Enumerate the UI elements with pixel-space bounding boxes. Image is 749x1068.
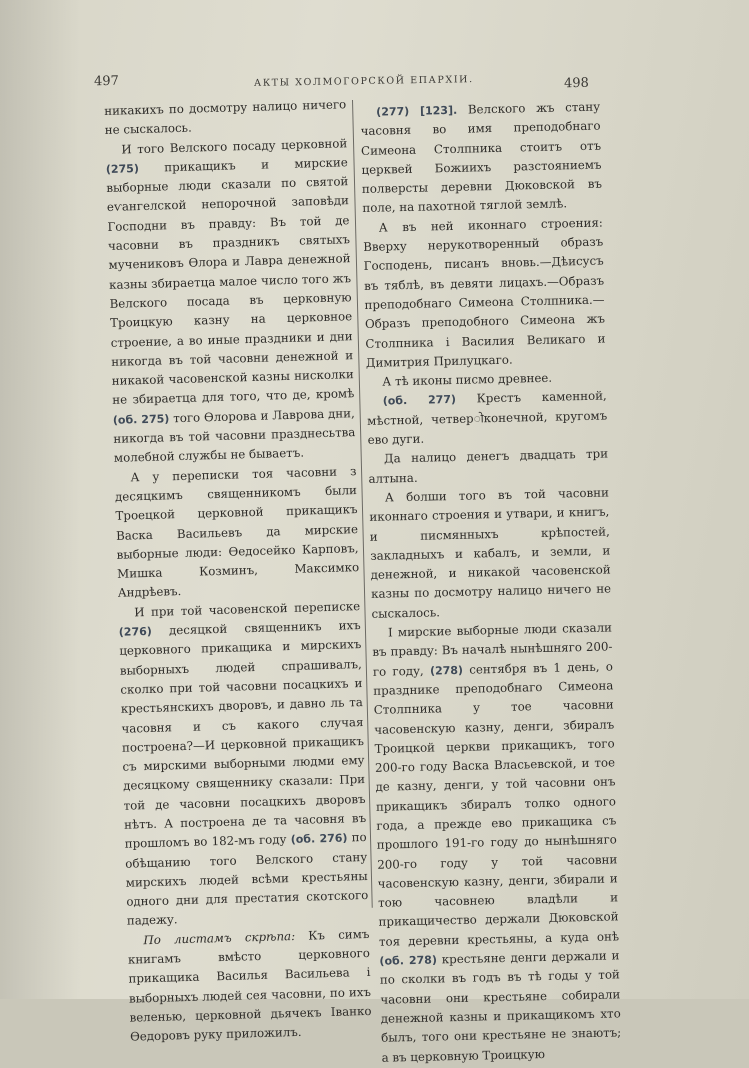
folio-marker: (278) [429,663,464,678]
folio-marker: (об. 278) [379,953,438,968]
right-page-number: 498 [563,75,589,92]
paragraph: А болши того въ той часовни иконнаго строения и утвари, и книгъ, и писмянныхъ крѣпостей, закладныхъ и кабалъ, и земли, и денежной, и никакой часовенской казны по досмотру налицо ничего не сыскалось. [369,485,612,621]
left-page-number: 497 [93,73,119,90]
running-title: АКТЫ ХОЛМОГОРСКОЙ ЕПАРХІИ. [253,74,474,89]
paragraph: І мирские выборные люди сказали въ правду: Въ началѣ нынѣшняго 200-го году, (278) сентября въ 1 день, о празднике преподобнаго Симеона Столпника у тое часовни часовенскую казну, денги, збиралъ Троицкой церкви прикащикъ, того 200-го году Васка Власьевской, и тое де казну, денги, у той часовни онъ прикащикъ збиралъ толко одного года, а прежде ево прикащика съ прошлого 191-го году до нынѣшняго 200-го году у той часовни часовенскую казну, денги, збирали и тою часовнею владѣли и прикащичество держали Дюковской тоя деревни крестьяны, а куда онѣ (об. 278) крестьяне денги держали и по сколки въ годъ въ тѣ годы у той часовни они крестьяне собирали денежной казны и прикащикомъ хто былъ, того они крестьяне не знаютъ; а въ церковную Троицкую [372,620,622,1065]
paragraph: И того Велского посаду церковной (275) прикащикъ и мирские выборные люди сказали по святой еѵангелской непорочной заповѣди Господни въ правду: Въ той де часовни въ праздникъ святыхъ мучениковъ Ѳлора и Лавра денежной казны збираетца малое число того жъ Велского посада въ церковную Троицкую казну на церковное строение, а во иные праздники и дни никогда въ той часовни денежной и никакой часовенской казны нисколки не збираетца для того, что де, кромѣ (об. 275) того Ѳлорова и Лаврова дни, никогда въ той часовни празднесьтва молебной службы не бываетъ. [105,135,356,466]
right-column [360,98,622,1068]
paragraph: А тѣ иконы писмо древнее. [382,370,553,389]
page-shadow [0,0,80,999]
page-header [86,70,606,94]
paragraph: А въ ней иконнаго строения: Вверху нерукотворенный образъ Господень, писанъ вновь.—Дѣисусъ въ тяблѣ, въ девяти лицахъ.—Образъ преподобнаго Симеона Столпника.—Образъ преподобного Симеона жъ Столпника і Василия Великаго и Димитрия Прилуцкаго. [363,215,606,370]
folio-marker: (об. 275) [112,412,170,427]
folio-marker: (277) [123]. [376,103,458,119]
folio-marker: (275) [105,161,140,176]
paragraph: (об. 277) Крестъ каменной, мѣстной, четверोконечной, кругомъ ево дуги. [367,388,608,447]
paragraph: По листамъ скрѣпа: Къ симъ книгамъ вмѣсто церковного прикащика Василья Васильева і выборныхъ людей сея часовни, по ихъ веленью, церковной дьячекъ Іванко Ѳедоровъ руку приложилъ. [127,926,372,1044]
paragraph: А у переписки тоя часовни з десяцкимъ священникомъ были Троецкой церковной прикащикъ Васка Васильевъ да мирские выборные люди: Ѳедосейко Карповъ, Мишка Козминъ, Максимко Андрѣевъ. [114,463,360,601]
paragraph: Да налицо денегъ двадцать три алтына. [368,446,609,486]
folio-marker: (об. 276) [290,831,348,847]
folio-marker: (об. 277) [382,393,457,409]
left-column [104,95,372,1047]
paragraph: И при той часовенской переписке (276) десяцкой священникъ ихъ церковного прикащика и мирскихъ выборныхъ людей спрашивалъ, сколко при той часовни посацкихъ и крестьянскихъ дворовъ, и давно ль та часовня и съ какого случая построена?—И церковной прикащикъ съ мирскими выборными людми ему десяцкому священнику сказали: При той де часовни посацкихъ дворовъ нѣтъ. А построена де та часовня въ прошломъ во 182-мъ году (об. 276) по обѣщанию того Велского стану мирскихъ людей всѣми крестьяны одного дни для престатия скотского падежу. [118,598,369,929]
paragraph: (277) [123]. Велского жъ стану часовня во имя преподобнаго Симеона Столпника стоитъ отъ церквей Божиихъ разстояниемъ полверсты деревни Дюковской въ поле, на пахотной тяглой землѣ. [360,99,603,216]
paragraph: никакихъ по досмотру налицо ничего не сыскалось. [104,97,347,138]
sheet-note-label: По листамъ скрѣпа: [143,928,296,947]
folio-marker: (276) [118,624,153,639]
